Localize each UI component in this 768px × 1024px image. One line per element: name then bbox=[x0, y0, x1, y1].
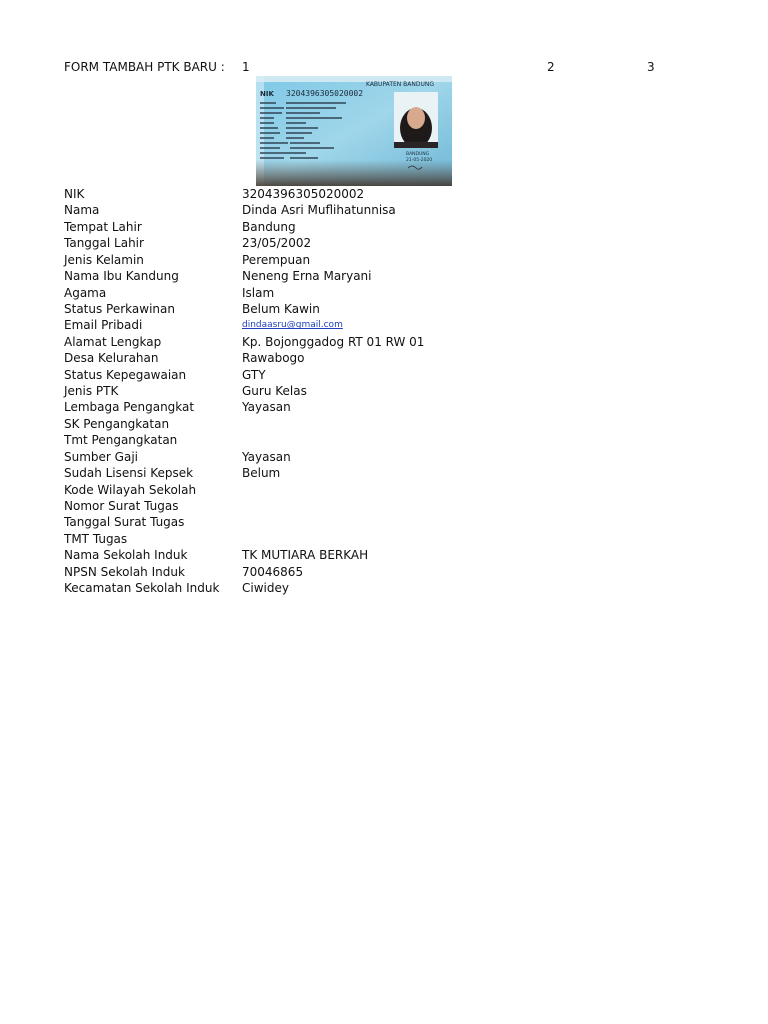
field-value: TK MUTIARA BERKAH bbox=[242, 548, 369, 563]
field-label: Kecamatan Sekolah Induk bbox=[64, 581, 220, 596]
field-label: Nama bbox=[64, 203, 100, 218]
field-value: Guru Kelas bbox=[242, 384, 307, 399]
field-label: Email Pribadi bbox=[64, 318, 143, 333]
field-label: Jenis PTK bbox=[64, 384, 119, 399]
field-label: Tanggal Surat Tugas bbox=[64, 515, 185, 530]
form-field-row bbox=[0, 186, 768, 202]
form-field-row bbox=[0, 449, 768, 465]
field-value: Kp. Bojonggadog RT 01 RW 01 bbox=[242, 334, 425, 349]
column-number-1: 1 bbox=[242, 60, 250, 74]
field-label: Sumber Gaji bbox=[64, 449, 138, 464]
field-value: 70046865 bbox=[242, 564, 304, 579]
field-value: Belum Kawin bbox=[242, 301, 320, 316]
form-field-row bbox=[0, 383, 768, 399]
field-value: Yayasan bbox=[242, 449, 291, 464]
field-label: TMT Tugas bbox=[64, 531, 128, 546]
form-field-row bbox=[0, 268, 768, 284]
column-number-3: 3 bbox=[647, 60, 655, 74]
field-value: Perempuan bbox=[242, 252, 311, 267]
form-field-row bbox=[0, 531, 768, 547]
field-label: Jenis Kelamin bbox=[64, 252, 144, 267]
field-value: Dinda Asri Muflihatunnisa bbox=[242, 203, 396, 218]
form-field-row bbox=[0, 399, 768, 415]
field-label: Agama bbox=[64, 285, 107, 300]
email-link[interactable]: dindaasru@gmail.com bbox=[242, 320, 343, 331]
field-label: Status Perkawinan bbox=[64, 301, 175, 316]
field-value: 3204396305020002 bbox=[242, 187, 365, 201]
form-field-row bbox=[0, 317, 768, 333]
field-value: Ciwidey bbox=[242, 581, 289, 596]
form-field-row bbox=[0, 564, 768, 580]
form-field-row bbox=[0, 547, 768, 563]
field-label: Nama Ibu Kandung bbox=[64, 269, 179, 284]
field-label: Sudah Lisensi Kepsek bbox=[64, 466, 194, 481]
form-field-row bbox=[0, 465, 768, 481]
id-card-nik: 3204396305020002 bbox=[286, 89, 364, 98]
field-value: Rawabogo bbox=[242, 351, 305, 366]
form-field-row bbox=[0, 219, 768, 235]
form-field-row bbox=[0, 235, 768, 251]
field-label: SK Pengangkatan bbox=[64, 416, 170, 431]
form-field-row bbox=[0, 482, 768, 498]
form-field-row bbox=[0, 285, 768, 301]
form-field-row bbox=[0, 416, 768, 432]
field-label: NPSN Sekolah Induk bbox=[64, 564, 185, 579]
ptk-form-fields bbox=[0, 186, 768, 597]
id-card-issue-place: BANDUNG bbox=[406, 152, 430, 157]
form-header bbox=[0, 59, 768, 75]
field-value: Yayasan bbox=[242, 400, 291, 415]
field-value: 23/05/2002 bbox=[242, 236, 312, 251]
form-field-row bbox=[0, 432, 768, 448]
field-label: Tempat Lahir bbox=[64, 219, 142, 234]
form-field-row bbox=[0, 334, 768, 350]
form-title: FORM TAMBAH PTK BARU : bbox=[64, 60, 225, 74]
field-label: Tmt Pengangkatan bbox=[64, 433, 178, 448]
form-field-row bbox=[0, 350, 768, 366]
form-field-row bbox=[0, 202, 768, 218]
form-field-row bbox=[0, 514, 768, 530]
field-label: Nomor Surat Tugas bbox=[64, 499, 179, 514]
field-label: Desa Kelurahan bbox=[64, 351, 159, 366]
field-value: GTY bbox=[242, 367, 266, 382]
field-value: Neneng Erna Maryani bbox=[242, 269, 372, 284]
form-field-row bbox=[0, 301, 768, 317]
field-label: Status Kepegawaian bbox=[64, 367, 187, 382]
field-label: Tanggal Lahir bbox=[64, 236, 144, 251]
form-field-row bbox=[0, 252, 768, 268]
field-label: NIK bbox=[64, 187, 85, 201]
field-label: Nama Sekolah Induk bbox=[64, 548, 188, 563]
field-label: Alamat Lengkap bbox=[64, 334, 162, 349]
id-card-image bbox=[256, 76, 452, 186]
id-card-region: KABUPATEN BANDUNG bbox=[366, 81, 435, 88]
id-card-photo bbox=[256, 76, 452, 186]
field-label: Kode Wilayah Sekolah bbox=[64, 482, 197, 497]
id-card-nik-label: NIK bbox=[260, 90, 274, 98]
field-label: Lembaga Pengangkat bbox=[64, 400, 195, 415]
field-value: Belum bbox=[242, 466, 281, 481]
field-value: Bandung bbox=[242, 219, 296, 234]
column-number-2: 2 bbox=[547, 60, 555, 74]
form-field-row bbox=[0, 498, 768, 514]
form-field-row bbox=[0, 367, 768, 383]
form-field-row bbox=[0, 580, 768, 596]
field-value: Islam bbox=[242, 285, 275, 300]
